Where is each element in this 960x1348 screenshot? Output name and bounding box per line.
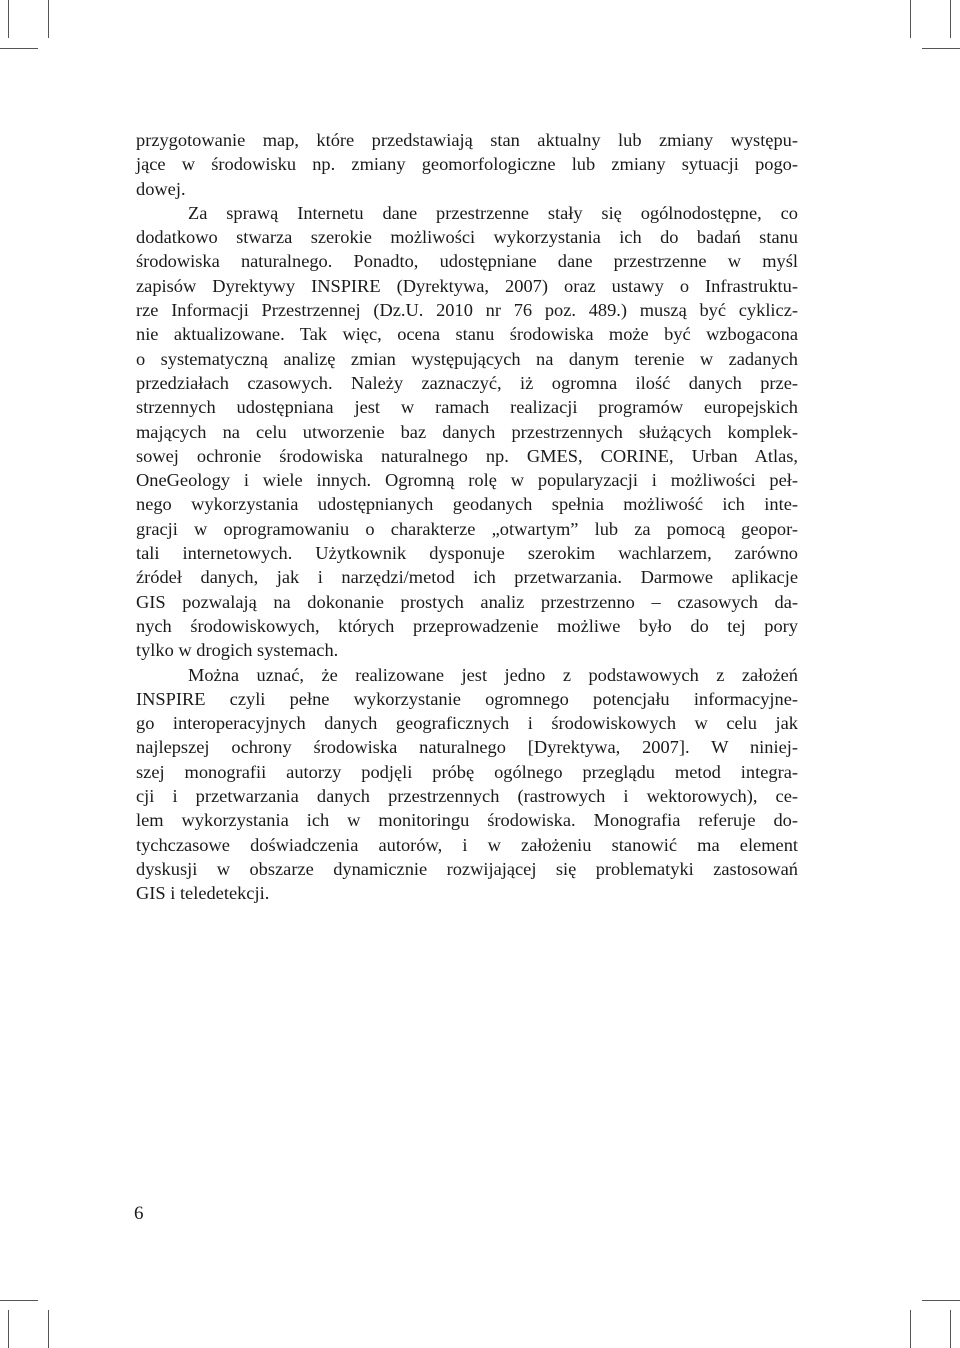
text-line: najlepszej ochrony środowiska naturalnego [Dyrektywa, 2007]. W niniej-	[136, 737, 798, 758]
text-line: INSPIRE czyli pełne wykorzystanie ogromnego potencjału informacyjne-	[136, 688, 798, 709]
text-line: tylko w drogich systemach.	[136, 640, 339, 661]
text-line: OneGeology i wiele innych. Ogromną rolę w popularyzacji i możliwości peł-	[136, 470, 798, 491]
body-text	[136, 128, 798, 906]
crop-mark-top-left-2	[48, 0, 49, 38]
text-line: dowej.	[136, 178, 186, 199]
text-line: środowiska naturalnego. Ponadto, udostępniane dane przestrzenne w myśl	[136, 251, 798, 272]
text-line: dyskusji w obszarze dynamicznie rozwijającej się problematyki zastosowań	[136, 858, 798, 879]
text-line: dodatkowo stwarza szerokie możliwości wykorzystania ich do badań stanu	[136, 227, 798, 248]
text-line: mających na celu utworzenie baz danych przestrzennych służących komplek-	[136, 421, 798, 442]
text-line: cji i przetwarzania danych przestrzennych (rastrowych i wektorowych), ce-	[136, 786, 798, 807]
text-line: Za sprawą Internetu dane przestrzenne stały się ogólnodostępne, co	[188, 202, 798, 223]
crop-mark-top-right-1	[910, 0, 911, 38]
crop-mark-bottom-right-h	[922, 1300, 960, 1301]
text-line: strzennych udostępniana jest w ramach realizacji programów europejskich	[136, 397, 798, 418]
text-line: zapisów Dyrektywy INSPIRE (Dyrektywa, 2007) oraz ustawy o Infrastruktu-	[136, 275, 798, 296]
text-line: nych środowiskowych, których przeprowadzenie możliwe było do tej pory	[136, 615, 798, 636]
text-line: rze Informacji Przestrzennej (Dz.U. 2010 nr 76 poz. 489.) muszą być cyklicz-	[136, 300, 798, 321]
text-line: źródeł danych, jak i narzędzi/metod ich przetwarzania. Darmowe aplikacje	[136, 567, 798, 588]
crop-mark-bottom-left-2	[48, 1310, 49, 1348]
text-line: go interoperacyjnych danych geograficznych i środowiskowych w celu jak	[136, 713, 798, 734]
crop-mark-top-right-2	[950, 0, 951, 38]
text-line: lem wykorzystania ich w monitoringu środowiska. Monografia referuje do-	[136, 810, 798, 831]
crop-mark-top-right-h	[922, 48, 960, 49]
text-line: przedziałach czasowych. Należy zaznaczyć, iż ogromna ilość danych prze-	[136, 372, 798, 393]
crop-mark-bottom-left-1	[8, 1310, 9, 1348]
text-line: jące w środowisku np. zmiany geomorfologiczne lub zmiany sytuacji pogo-	[136, 154, 798, 175]
text-line: przygotowanie map, które przedstawiają stan aktualny lub zmiany występu-	[136, 130, 798, 150]
text-line: tychczasowe doświadczenia autorów, i w założeniu stanowić ma element	[136, 834, 798, 855]
text-line: o systematyczną analizę zmian występujących na danym terenie w zadanych	[136, 348, 798, 369]
text-line: GIS pozwalają na dokonanie prostych analiz przestrzenno – czasowych da-	[136, 591, 798, 612]
crop-mark-bottom-right-2	[950, 1310, 951, 1348]
text-line: szej monografii autorzy podjęli próbę ogólnego przeglądu metod integra-	[136, 761, 798, 782]
text-line: tali internetowych. Użytkownik dysponuje szerokim wachlarzem, zarówno	[136, 543, 798, 564]
text-line: GIS i teledetekcji.	[136, 883, 270, 904]
crop-mark-bottom-left-h	[0, 1300, 38, 1301]
page-number: 6	[134, 1203, 144, 1224]
text-line: gracji w oprogramowaniu o charakterze „otwartym” lub za pomocą geopor-	[136, 518, 798, 539]
text-line: sowej ochronie środowiska naturalnego np. GMES, CORINE, Urban Atlas,	[136, 445, 798, 466]
crop-mark-bottom-right-1	[910, 1310, 911, 1348]
crop-mark-top-left-1	[8, 0, 9, 38]
text-line: nie aktualizowane. Tak więc, ocena stanu środowiska może być wzbogacona	[136, 324, 798, 345]
text-line: nego wykorzystania udostępnianych geodanych spełnia możliwość ich inte-	[136, 494, 798, 515]
crop-mark-top-left-h	[0, 48, 38, 49]
text-line: Można uznać, że realizowane jest jedno z podstawowych z założeń	[188, 664, 798, 685]
